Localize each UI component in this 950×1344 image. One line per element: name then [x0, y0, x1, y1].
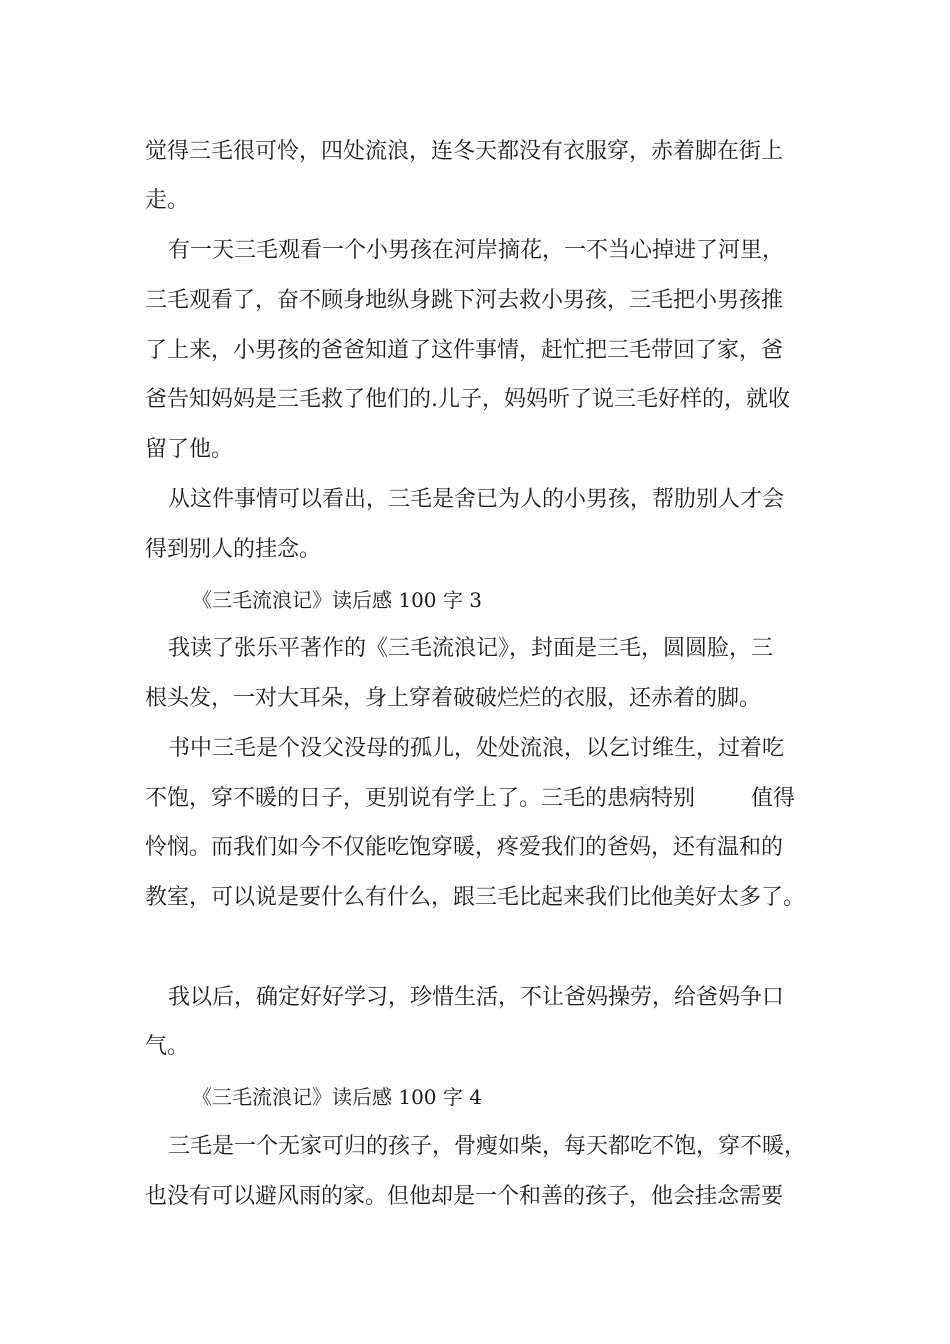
paragraph-line: 有一天三毛观看一个小男孩在河岸摘花，一不当心掉进了河里， [168, 238, 785, 263]
paragraph-line: 也没有可以避风雨的家。但他却是一个和善的孩子，他会挂念需要 [145, 1184, 784, 1209]
paragraph-line: 怜悯。而我们如今不仅能吃饱穿暖，疼爱我们的爸妈，还有温和的 [145, 835, 784, 860]
paragraph-line: 书中三毛是个没父没母的孤儿，处处流浪，以乞讨维生，过着吃 [168, 736, 785, 761]
paragraph-line: 觉得三毛很可怜，四处流浪，连冬天都没有衣服穿，赤着脚在街上 [145, 139, 784, 164]
paragraph-line: 教室，可以说是要什么有什么，跟三毛比起来我们比他美好太多了。 [145, 885, 806, 910]
paragraph-line: 走。 [145, 188, 190, 213]
paragraph-line: 爸告知妈妈是三毛救了他们的.儿子，妈妈听了说三毛好样的，就收 [145, 387, 790, 412]
paragraph-line: 根头发，一对大耳朵，身上穿着破破烂烂的衣服，还赤着的脚。 [145, 686, 762, 711]
paragraph-line: 气。 [145, 1034, 190, 1059]
paragraph-line: 我以后，确定好好学习，珍惜生活，不让爸妈操劳，给爸妈争口 [168, 985, 785, 1010]
paragraph-line: 留了他。 [145, 437, 234, 462]
paragraph-line: 我读了张乐平著作的《三毛流浪记》，封面是三毛，圆圆脸，三 [168, 636, 774, 661]
paragraph-line: 得到别人的挂念。 [145, 537, 322, 562]
paragraph-line: 了上来，小男孩的爸爸知道了这件事情，赶忙把三毛带回了家，爸 [145, 338, 784, 363]
section-heading: 《三毛流浪记》读后感 100 字 3 [192, 588, 482, 612]
paragraph-line: 不饱，穿不暖的日子，更别说有学上了。三毛的患病特别 值得 [145, 786, 795, 811]
paragraph-line: 三毛观看了，奋不顾身地纵身跳下河去救小男孩，三毛把小男孩推 [145, 288, 784, 313]
section-heading: 《三毛流浪记》读后感 100 字 4 [192, 1085, 482, 1109]
paragraph-line: 三毛是一个无家可归的孩子，骨瘦如柴，每天都吃不饱，穿不暖， [168, 1134, 807, 1159]
paragraph-line: 从这件事情可以看出，三毛是舍已为人的小男孩，帮肋别人才会 [168, 487, 785, 512]
